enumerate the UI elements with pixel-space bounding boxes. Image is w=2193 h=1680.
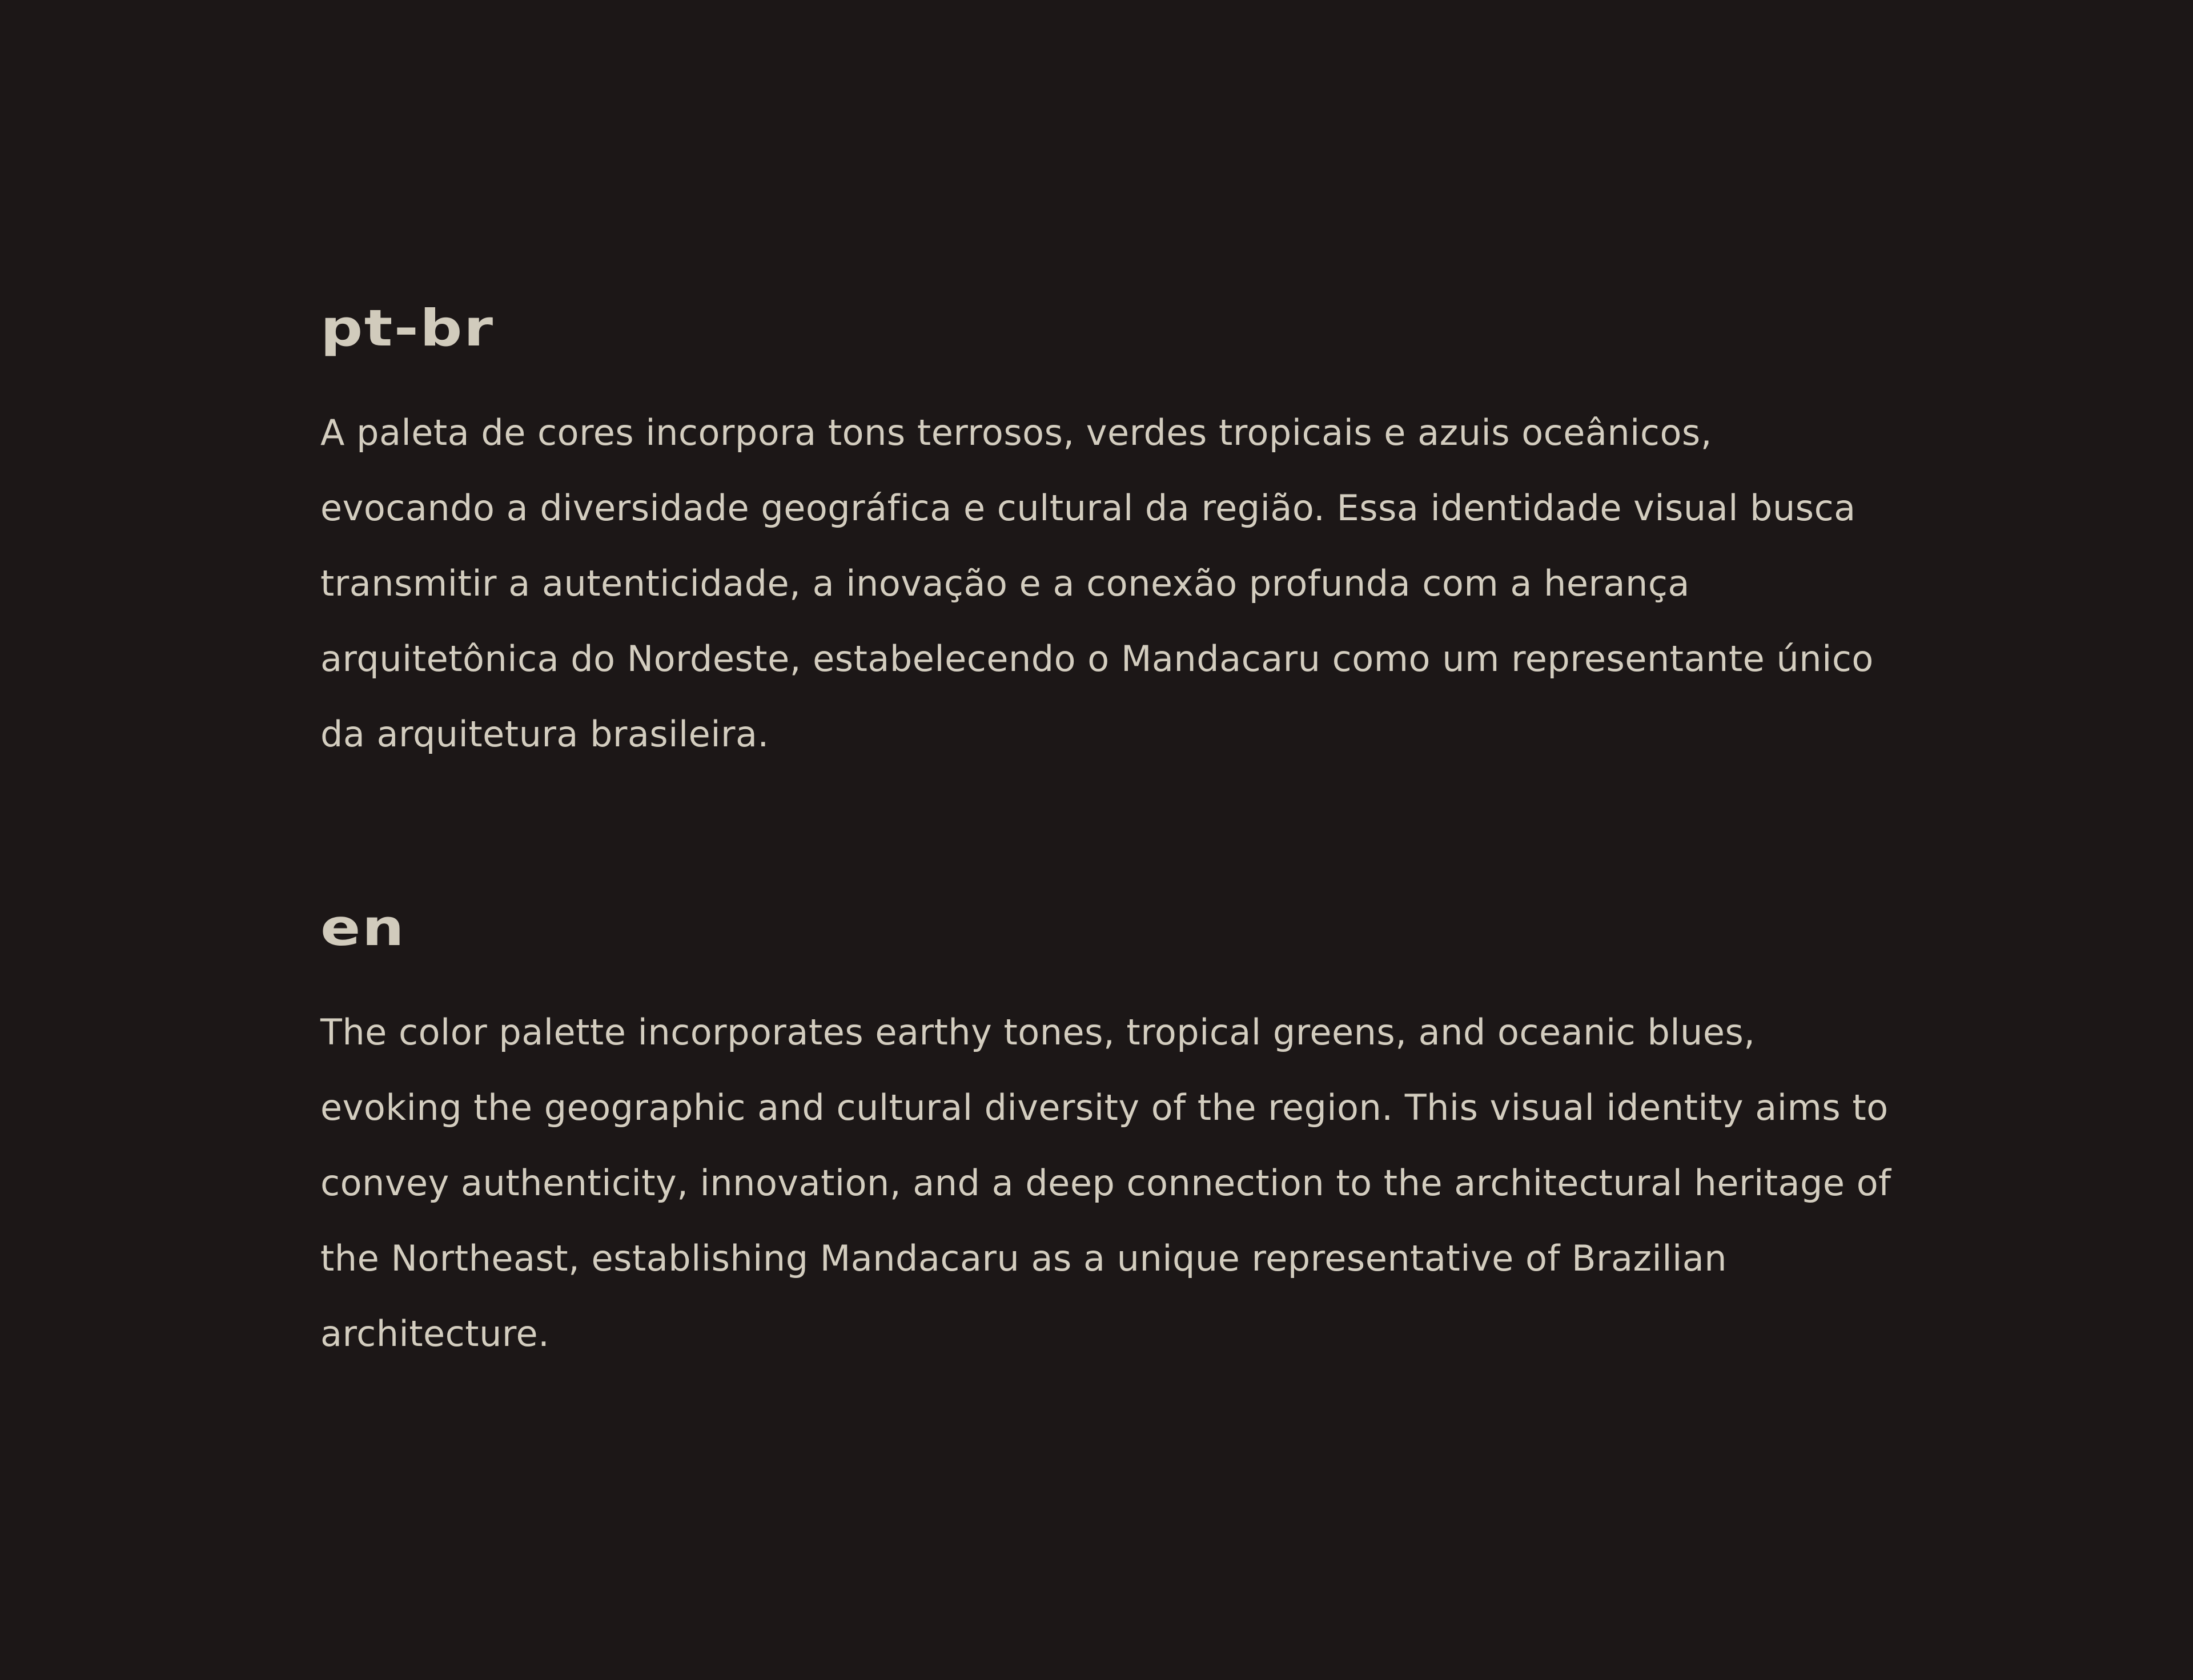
- language-heading-en: en: [320, 898, 406, 957]
- language-heading-pt-br: pt-br: [320, 299, 495, 357]
- paragraph-pt-br: A paleta de cores incorpora tons terrosos, verdes tropicais e azuis oceânicos, evocando a diversidade geográfica e cultural da região. Essa identidade visual busca transmitir a autenticidade, a inovação e a conexão profunda com a herança arquitetônica do Nordeste, estabelecendo o Mandacaru como um representante único da arquitetura brasileira.: [320, 412, 1874, 755]
- section-en: [320, 891, 1897, 1372]
- section-pt-br: [320, 291, 1897, 772]
- paragraph-en: The color palette incorporates earthy tones, tropical greens, and oceanic blues, evoking the geographic and cultural diversity of the region. This visual identity aims to convey authenticity, innovation, and a deep connection to the architectural heritage of the Northeast, establishing Mandacaru as a unique representative of Brazilian architecture.: [320, 1011, 1891, 1355]
